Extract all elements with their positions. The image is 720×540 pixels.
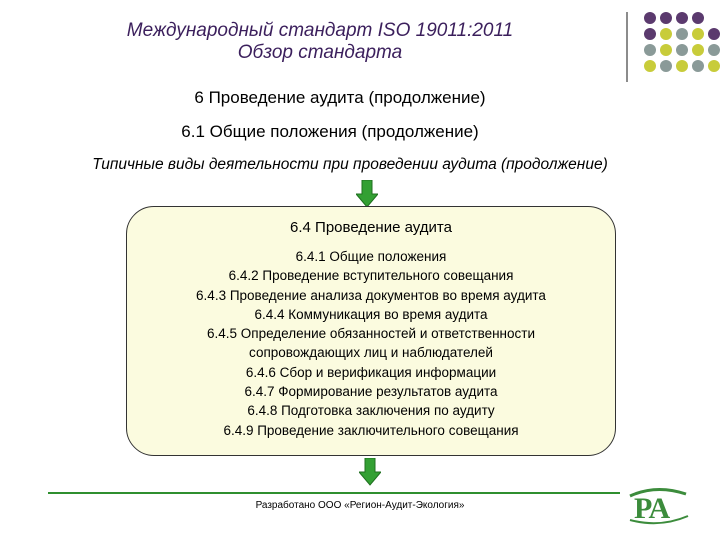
list-item: 6.4.4 Коммуникация во время аудита <box>254 306 488 322</box>
list-item: 6.4.5 Определение обязанностей и ответственности <box>207 326 535 342</box>
dot <box>644 60 656 72</box>
subclause-list <box>127 247 615 440</box>
activities-subtitle: Типичные виды деятельности при проведении аудита (продолжение) <box>92 156 608 173</box>
decorative-dot-grid <box>644 12 718 82</box>
list-item: 6.4.3 Проведение анализа документов во время аудита <box>196 287 546 303</box>
dot <box>644 44 656 56</box>
footer-divider <box>48 492 620 494</box>
dot <box>660 12 672 24</box>
dot <box>692 60 704 72</box>
dot <box>692 12 704 24</box>
dot <box>708 60 720 72</box>
list-item: 6.4.1 Общие положения <box>295 249 447 264</box>
audit-conduct-box <box>126 206 616 456</box>
dot <box>644 28 656 40</box>
dot <box>676 44 688 56</box>
box-title: 6.4 Проведение аудита <box>290 219 452 236</box>
dot <box>676 60 688 72</box>
logo-letters: РА <box>634 492 671 525</box>
section-heading: 6 Проведение аудита (продолжение) <box>194 88 486 107</box>
list-item: 6.4.6 Сбор и верификация информации <box>245 364 497 380</box>
list-item: 6.4.7 Формирование результатов аудита <box>244 384 498 400</box>
dot <box>660 60 672 72</box>
footer-credit: Разработано ООО «Регион-Аудит-Экология» <box>255 500 465 511</box>
list-item: 6.4.2 Проведение вступительного совещания <box>228 268 514 284</box>
list-item: 6.4.8 Подготовка заключения по аудиту <box>247 403 495 419</box>
section-subheading: 6.1 Общие положения (продолжение) <box>181 122 479 141</box>
dot <box>708 44 720 56</box>
down-arrow-icon <box>359 458 381 486</box>
company-logo <box>626 486 692 526</box>
down-arrow-icon <box>356 180 378 208</box>
dot <box>692 44 704 56</box>
dot <box>692 28 704 40</box>
dot <box>660 44 672 56</box>
slide-title <box>60 20 580 64</box>
dot <box>708 28 720 40</box>
dot <box>676 28 688 40</box>
dot <box>676 12 688 24</box>
dot <box>644 12 656 24</box>
title-line-2: Обзор стандарта <box>237 42 403 63</box>
header-divider <box>626 12 628 82</box>
title-line-1: Международный стандарт ISO 19011:2011 <box>126 20 514 41</box>
list-item: 6.4.9 Проведение заключительного совещания <box>223 422 519 438</box>
dot <box>660 28 672 40</box>
list-item: сопровождающих лиц и наблюдателей <box>249 345 493 361</box>
